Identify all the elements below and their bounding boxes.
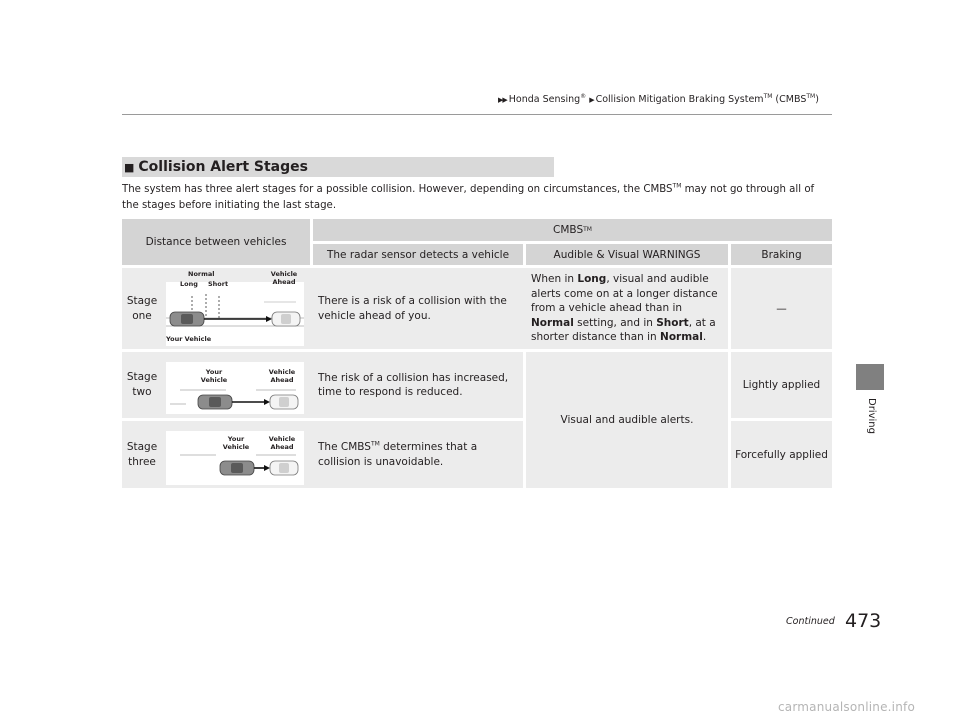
vehicle-ahead-icon [270, 461, 298, 475]
section-heading [122, 157, 554, 177]
chapter-label: Driving [866, 398, 877, 434]
your-vehicle-icon [220, 461, 254, 475]
intro-paragraph: The system has three alert stages for a possible collision. However, depending on circumstances, the CMBS™ may not go through all of the stages before initiating the last stage. [122, 182, 815, 211]
header-distance: Distance between vehicles [122, 219, 310, 265]
stage-one-audible: When in Long, visual and audible alerts come on at a longer distance from a vehicle ahead than in Normal setting, and in Short, at a shorter distance than in Normal. [523, 268, 728, 349]
label-long: Long [180, 280, 198, 288]
stage-one-radar: There is a risk of a collision with the vehicle ahead of you. [310, 268, 523, 349]
label-your-vehicle: Your Vehicle [166, 335, 212, 343]
label-vehicle-ahead: Vehicle Ahead [268, 368, 296, 384]
header-cmbs: CMBS TM [313, 219, 832, 241]
stage-two-radar: The risk of a collision has increased, time to respond is reduced. [310, 352, 523, 418]
stage-one-diagram [166, 270, 304, 346]
continued-label: Continued [786, 616, 835, 627]
vehicle-ahead-icon [272, 312, 300, 326]
stage-one-label: Stage one [122, 268, 162, 349]
arrow-icon: ▶ [589, 96, 594, 104]
vehicle-ahead-icon [270, 395, 298, 409]
your-vehicle-icon [198, 395, 232, 409]
double-arrow-icon: ▶▶ [498, 96, 507, 104]
label-short: Short [208, 280, 229, 288]
stage-two-diagram [166, 362, 304, 414]
stage-three-braking: Forcefully applied [731, 421, 832, 488]
stage-three-radar: The CMBS™ determines that a collision is unavoidable. [310, 421, 523, 488]
label-your-vehicle: Your Vehicle [222, 435, 250, 451]
your-vehicle-icon [170, 312, 204, 326]
header-rule [122, 114, 832, 115]
square-bullet-icon: ■ [124, 160, 135, 174]
label-vehicle-ahead: Vehicle Ahead [268, 435, 296, 451]
label-your-vehicle: Your Vehicle [200, 368, 228, 384]
stage-two-label: Stage two [122, 352, 162, 418]
label-vehicle-ahead: Vehicle Ahead [270, 270, 298, 286]
stage-one-diagram-cell [162, 268, 310, 349]
stage-two-diagram-cell [162, 352, 310, 418]
stage-three-diagram-cell [162, 421, 310, 488]
stage-two-braking: Lightly applied [731, 352, 832, 418]
section-title: Collision Alert Stages [138, 159, 308, 175]
breadcrumb: ▶▶ Honda Sensing® ▶ Collision Mitigation Braking System™ (CMBS™) [498, 92, 819, 105]
chapter-tab [856, 364, 884, 390]
stage-one-braking: — [731, 268, 832, 349]
header-braking: Braking [731, 244, 832, 265]
stage-three-diagram [166, 431, 304, 485]
stage-three-label: Stage three [122, 421, 162, 488]
label-normal: Normal [188, 270, 215, 278]
crumb-honda-sensing: Honda Sensing [508, 94, 581, 105]
header-audible: Audible & Visual WARNINGS [526, 244, 728, 265]
header-radar: The radar sensor detects a vehicle [313, 244, 523, 265]
page-number: 473 [845, 610, 882, 632]
stage-two-three-audible: Visual and audible alerts. [526, 352, 728, 488]
watermark: carmanualsonline.info [778, 700, 915, 714]
crumb-cmbs: Collision Mitigation Braking System [595, 94, 764, 105]
